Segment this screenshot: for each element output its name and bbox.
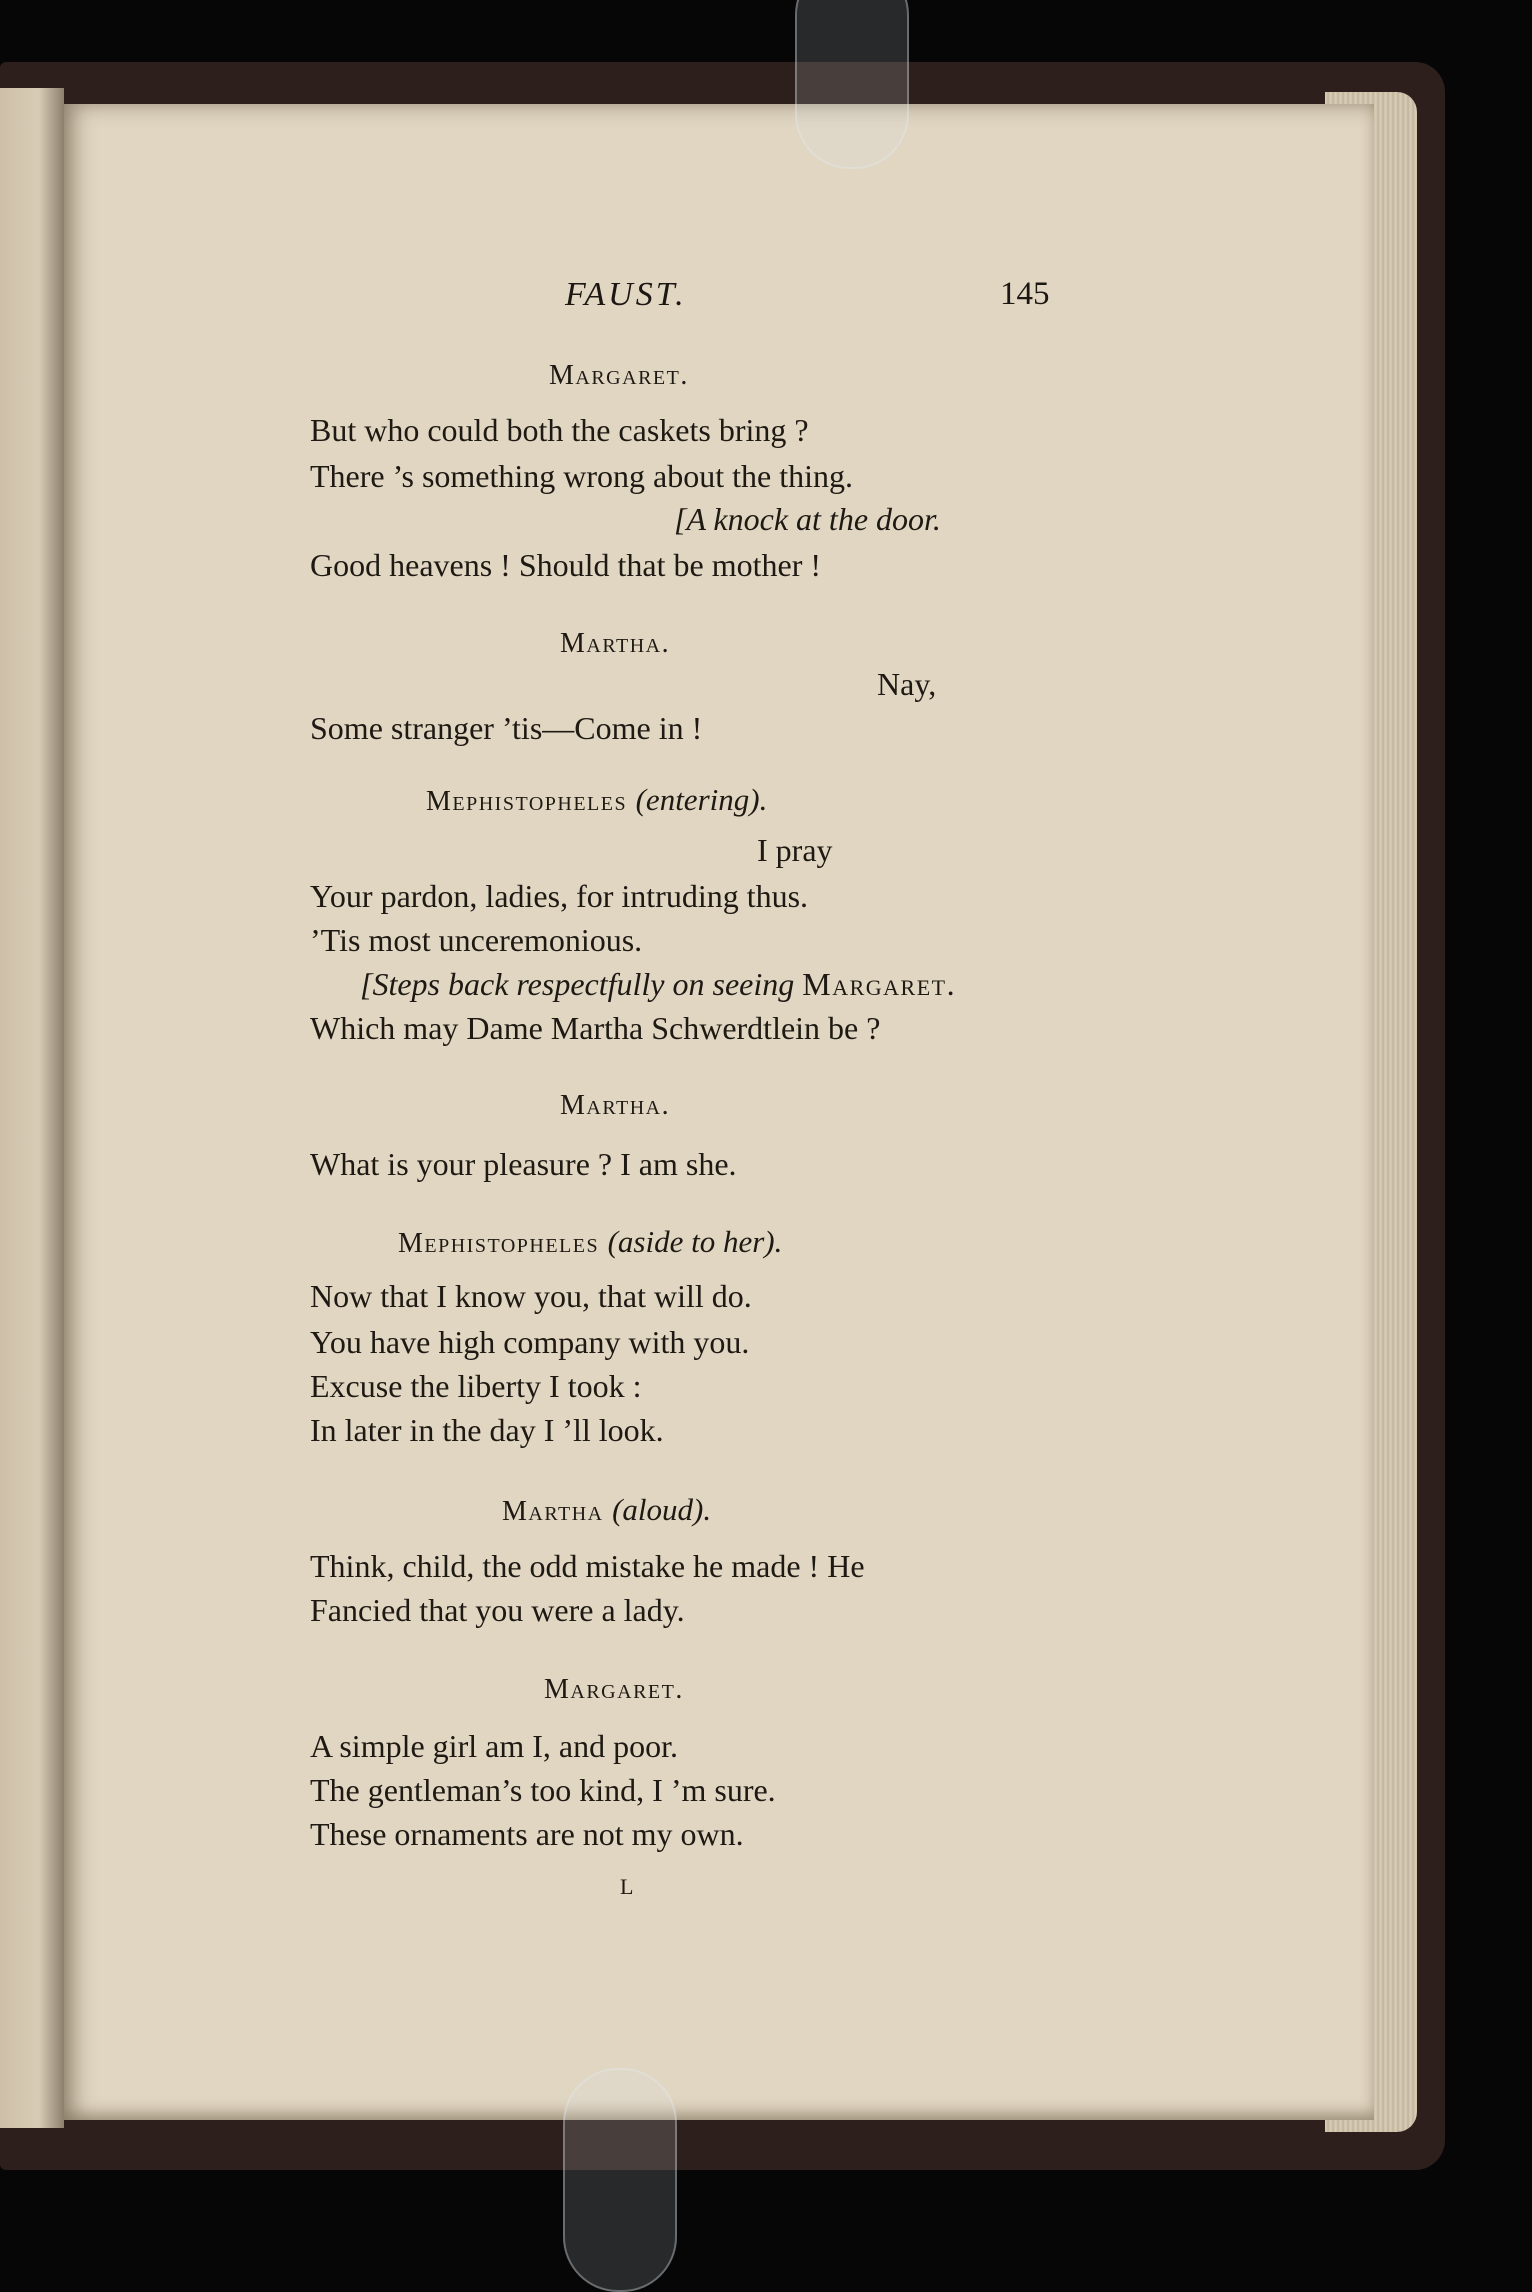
speaker-direction: (entering). — [635, 782, 768, 817]
running-title: FAUST. — [565, 276, 687, 313]
page-number: 145 — [1000, 276, 1050, 312]
verse-line: ’Tis most unceremonious. — [310, 922, 643, 958]
verse-line: These ornaments are not my own. — [310, 1816, 744, 1852]
verse-line: Think, child, the odd mistake he made ! He — [310, 1548, 865, 1584]
page-header — [0, 276, 1532, 316]
verse-line: You have high company with you. — [310, 1324, 750, 1360]
verse-line: Which may Dame Martha Schwerdtlein be ? — [310, 1010, 881, 1046]
verse-line: Now that I know you, that will do. — [310, 1278, 752, 1314]
verse-line: Some stranger ’tis—Come in ! — [310, 710, 703, 746]
verse-line: Excuse the liberty I took : — [310, 1368, 642, 1404]
verse-line: Good heavens ! Should that be mother ! — [310, 547, 821, 583]
verse-line: Fancied that you were a lady. — [310, 1592, 685, 1628]
verse-line: What is your pleasure ? I am she. — [310, 1146, 737, 1182]
facing-page-edge — [0, 88, 64, 2128]
speaker-mephistopheles — [426, 784, 767, 816]
stage-direction — [360, 968, 956, 1000]
verse-line: The gentleman’s too kind, I ’m sure. — [310, 1772, 776, 1808]
speaker-martha — [502, 1494, 711, 1526]
verse-line: Your pardon, ladies, for intruding thus. — [310, 878, 809, 914]
verse-line: I pray — [757, 832, 833, 868]
speaker-direction: (aside to her). — [607, 1224, 783, 1259]
speaker-name: Martha — [502, 1496, 604, 1527]
speaker-margaret: Margaret. — [544, 1674, 684, 1705]
verse-line: In later in the day I ’ll look. — [310, 1412, 664, 1448]
stage-direction: [A knock at the door. — [674, 501, 941, 537]
verse-line: A simple girl am I, and poor. — [310, 1728, 678, 1764]
page-holder-strip — [795, 0, 909, 169]
verse-line: There ’s something wrong about the thing. — [310, 458, 854, 494]
speaker-mephistopheles — [398, 1226, 782, 1258]
verse-line: But who could both the caskets bring ? — [310, 412, 809, 448]
page-holder-strip — [563, 2068, 677, 2292]
verse-line: Nay, — [877, 666, 937, 702]
speaker-name: Mephistopheles — [426, 786, 628, 817]
speaker-martha: Martha. — [560, 1090, 671, 1121]
signature-mark: L — [620, 1874, 635, 1899]
speaker-name: Mephistopheles — [398, 1228, 600, 1259]
stage-direction-name: Margaret. — [802, 966, 957, 1002]
speaker-martha: Martha. — [560, 628, 671, 659]
speaker-direction: (aloud). — [612, 1492, 712, 1527]
stage-direction-text: [Steps back respectfully on seeing — [360, 966, 795, 1002]
speaker-margaret: Margaret. — [549, 360, 689, 391]
